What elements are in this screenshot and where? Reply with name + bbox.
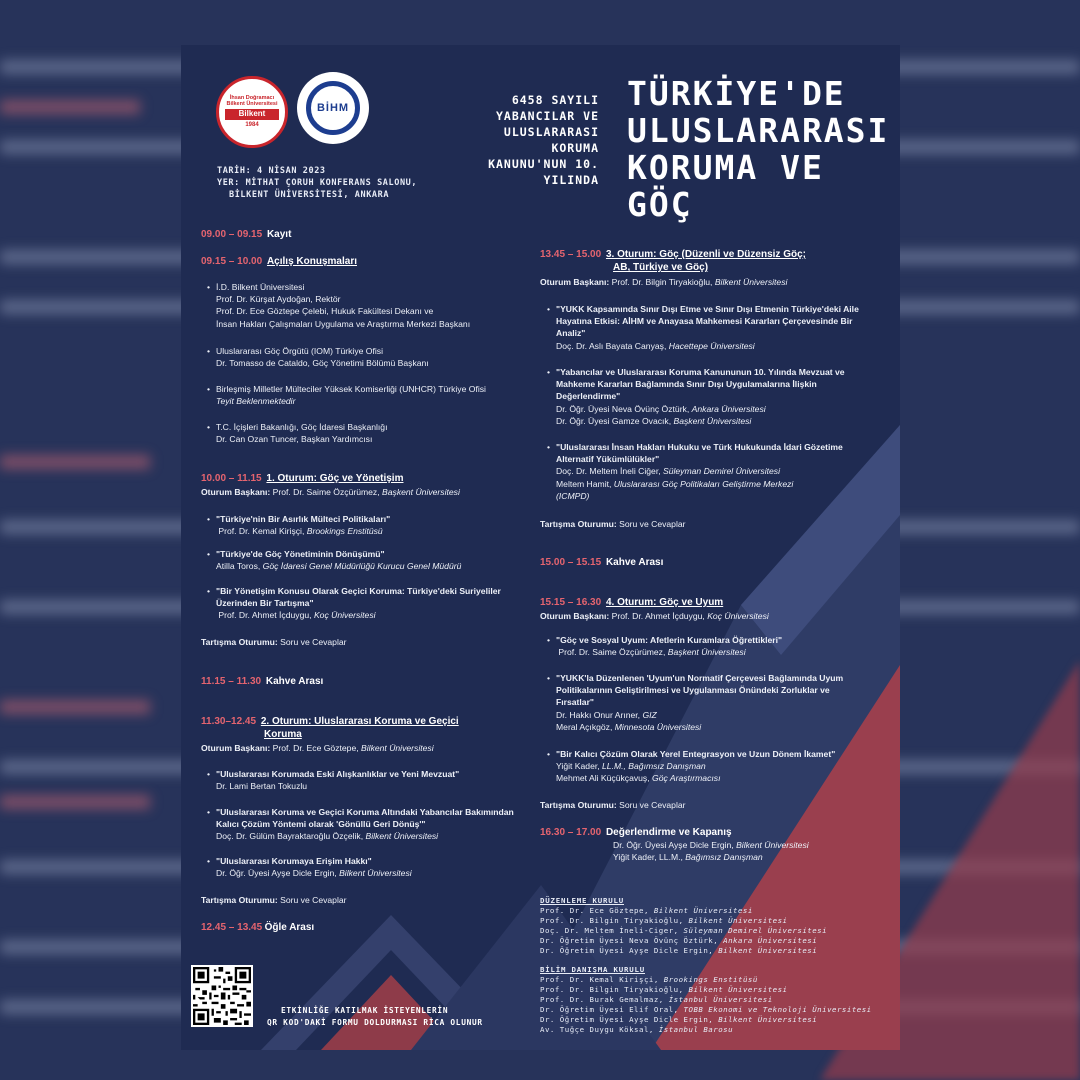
talk-item: • "Bir Yönetişim Konusu Olarak Geçici Koruma: Türkiye'deki Suriyeliler Üzerinden Bir Tartışma" Prof. Dr. Ahmet İçduygu, Koç Üniversitesi <box>216 585 536 622</box>
talk-item: • "Bir Kalıcı Çözüm Olarak Yerel Entegrasyon ve Uzun Dönem İkamet" Yiğit Kader, LL.M., Bağımsız Danışman Mehmet Ali Küçükçavuş, Göç Araştırmacısı <box>556 748 835 785</box>
talk-item: • "Türkiye'de Göç Yönetiminin Dönüşümü" Atilla Toros, Göç İdaresi Genel Müdürlüğü Kurucu Genel Müdürü <box>216 548 461 572</box>
session-2-heading: 11.30–12.45 2. Oturum: Uluslararası Koruma ve Geçici Koruma <box>201 716 459 741</box>
talk-item: • "YUKK Kapsamında Sınır Dışı Etme ve Sınır Dışı Etmenin Türkiye'deki Aile Hayatına Etkisi: AİHM ve Anayasa Mahkemesi Kararları Çerçevesinde Bir Analiz" Doç. Dr. Aslı Bayata Canyaş, Hacettepe Üniversitesi <box>556 303 878 352</box>
right-column <box>540 248 880 888</box>
session-4-heading: 15.15 – 16.30 4. Oturum: Göç ve Uyum <box>540 597 724 608</box>
opening-item: • T.C. İçişleri Bakanlığı, Göç İdaresi Başkanlığı Dr. Can Ozan Tuncer, Başkan Yardımcısı <box>216 421 387 445</box>
bihm-logo: BİHM <box>297 72 369 144</box>
session-3-heading: 13.45 – 15.00 3. Oturum: Göç (Düzenli ve Düzensiz Göç; AB, Türkiye ve Göç) <box>540 249 806 274</box>
lunch-break: 12.45 – 13.45 Öğle Arası <box>201 922 315 933</box>
talk-item: • "Yabancılar ve Uluslararası Koruma Kanununun 10. Yılında Mevzuat ve Mahkeme Kararları Bağlamında Sınır Dışı Uygulamalarına İlişkin Değerlendirme" Dr. Öğr. Üyesi Neva Övünç Öztürk, Ankara Üniversitesi Dr. Öğr. Üyesi Gamze Ovacık, Başkent Üniversitesi <box>556 366 878 427</box>
qr-instruction: ETKİNLİĞE KATILMAK İSTEYENLERİN QR KOD'DAKİ FORMU DOLDURMASI RİCA OLUNUR <box>267 1006 483 1027</box>
coffee-break-2: 15.00 – 15.15 Kahve Arası <box>540 557 664 568</box>
session-1-chair: Oturum Başkanı: Prof. Dr. Saime Özçürümez, Başkent Üniversitesi <box>201 487 460 497</box>
coffee-break-1: 11.15 – 11.30 Kahve Arası <box>201 676 324 687</box>
talk-item: • "Göç ve Sosyal Uyum: Afetlerin Kuramlara Öğrettikleri" Prof. Dr. Saime Özçürümez, Başkent Üniversitesi <box>556 634 782 658</box>
discussion-row: Tartışma Oturumu: Soru ve Cevaplar <box>201 895 347 905</box>
registration-row: 09.00 – 09.15 Kayıt <box>201 229 292 240</box>
talk-item: • "Uluslararası İnsan Hakları Hukuku ve Türk Hukukunda İdari Gözetime Alternatif Yükümlülükler" Doç. Dr. Meltem İneli Ciğer, Süleyman Demirel Üniversitesi Meltem Hamit, Uluslararası Göç Politikaları Geliştirme Merkezi (ICMPD) <box>556 441 878 502</box>
opening-item: • Birleşmiş Milletler Mülteciler Yüksek Komiserliği (UNHCR) Türkiye Ofisi Teyit Beklenmektedir <box>216 383 486 407</box>
venue-line-2: BİLKENT ÜNİVERSİTESİ, ANKARA <box>229 190 390 200</box>
organizing-committee: DÜZENLEME KURULU Prof. Dr. Ece Göztepe, Bilkent Üniversitesi Prof. Dr. Bilgin Tiryakioğlu, Bilkent Üniversitesi Doç. Dr. Meltem İneli-Ciger, Süleyman Demirel Üniversitesi Dr. Öğretim Üyesi Neva Övünç Öztürk, Ankara Üniversitesi Dr. Öğretim Üyesi Ayşe Dicle Ergin, Bilkent Üniversitesi <box>540 896 828 955</box>
session-1-heading: 10.00 – 11.15 1. Oturum: Göç ve Yönetişim <box>201 473 404 484</box>
event-meta <box>217 165 417 201</box>
session-3-chair: Oturum Başkanı: Prof. Dr. Bilgin Tiryakioğlu, Bilkent Üniversitesi <box>540 277 788 287</box>
session-2-chair: Oturum Başkanı: Prof. Dr. Ece Göztepe, Bilkent Üniversitesi <box>201 743 434 753</box>
date-line: TARİH: 4 NİSAN 2023 <box>217 166 326 176</box>
closing-row: 16.30 – 17.00 Değerlendirme ve Kapanış Dr. Öğr. Üyesi Ayşe Dicle Ergin, Bilkent Üniversitesi Yiğit Kader, LL.M., Bağımsız Danışman <box>540 827 809 863</box>
discussion-row: Tartışma Oturumu: Soru ve Cevaplar <box>201 637 347 647</box>
advisory-committee: BİLİM DANIŞMA KURULU Prof. Dr. Kemal Kirişçi, Brookings Enstitüsü Prof. Dr. Bilgin Tiryakioğlu, Bilkent Üniversitesi Prof. Dr. Burak Gemalmaz, İstanbul Üniversitesi Dr. Öğretim Üyesi Elif Oral, TOBB Ekonomi ve Teknoloji Üniversitesi Dr. Öğretim Üyesi Ayşe Dicle Ergin, Bilkent Üniversitesi Av. Tuğçe Duygu Köksal, İstanbul Barosu <box>540 965 872 1034</box>
venue-line-1: YER: MİTHAT ÇORUH KONFERANS SALONU, <box>217 178 418 188</box>
opening-row: 09.15 – 10.00 Açılış Konuşmaları <box>201 256 357 267</box>
opening-item: • İ.D. Bilkent Üniversitesi Prof. Dr. Kürşat Aydoğan, Rektör Prof. Dr. Ece Göztepe Çelebi, Hukuk Fakültesi Dekanı ve İnsan Hakları Çalışmaları Uygulama ve Araştırma Merkezi Başkanı <box>216 281 470 330</box>
bilkent-logo: İhsan Doğramacı Bilkent Üniversitesi Bilkent 1984 <box>216 76 288 148</box>
opening-item: • Uluslararası Göç Örgütü (IOM) Türkiye Ofisi Dr. Tomasso de Cataldo, Göç Yönetimi Bölümü Başkanı <box>216 345 429 369</box>
discussion-row: Tartışma Oturumu: Soru ve Cevaplar <box>540 800 686 810</box>
poster <box>181 45 900 1050</box>
session-4-chair: Oturum Başkanı: Prof. Dr. Ahmet İçduygu, Koç Üniversitesi <box>540 611 769 621</box>
talk-item: • "Uluslararası Korumada Eski Alışkanlıklar ve Yeni Mevzuat" Dr. Lami Bertan Tokuzlu <box>216 768 459 792</box>
main-title: TÜRKİYE'DE ULUSLARARASI KORUMA VE GÖÇ <box>627 74 890 224</box>
talk-item: • "YUKK'la Düzenlenen 'Uyum'un Normatif Çerçevesi Bağlamında Uyum Politikalarının Geliştirilmesi ve Uygulanması Önündeki Zorluklar ve Fırsatlar" Dr. Hakkı Onur Arıner, GIZ Meral Açıkgöz, Minnesota Üniversitesi <box>556 672 878 733</box>
subtitle: 6458 SAYILI YABANCILAR VE ULUSLARARASI KORUMA KANUNU'NUN 10. YILINDA <box>488 93 599 187</box>
discussion-row: Tartışma Oturumu: Soru ve Cevaplar <box>540 519 686 529</box>
talk-item: • "Uluslararası Koruma ve Geçici Koruma Altındaki Yabancılar Bakımından Kalıcı Çözüm Yöntemi olarak 'Gönüllü Geri Dönüş'" Doç. Dr. Gülüm Bayraktaroğlu Özçelik, Bilkent Üniversitesi <box>216 806 541 843</box>
left-column <box>201 228 536 968</box>
qr-code[interactable] <box>191 965 253 1027</box>
talk-item: • "Uluslararası Korumaya Erişim Hakkı" Dr. Öğr. Üyesi Ayşe Dicle Ergin, Bilkent Üniversitesi <box>216 855 412 879</box>
talk-item: • "Türkiye'nin Bir Asırlık Mülteci Politikaları" Prof. Dr. Kemal Kirişçi, Brookings Enstitüsü <box>216 513 390 537</box>
